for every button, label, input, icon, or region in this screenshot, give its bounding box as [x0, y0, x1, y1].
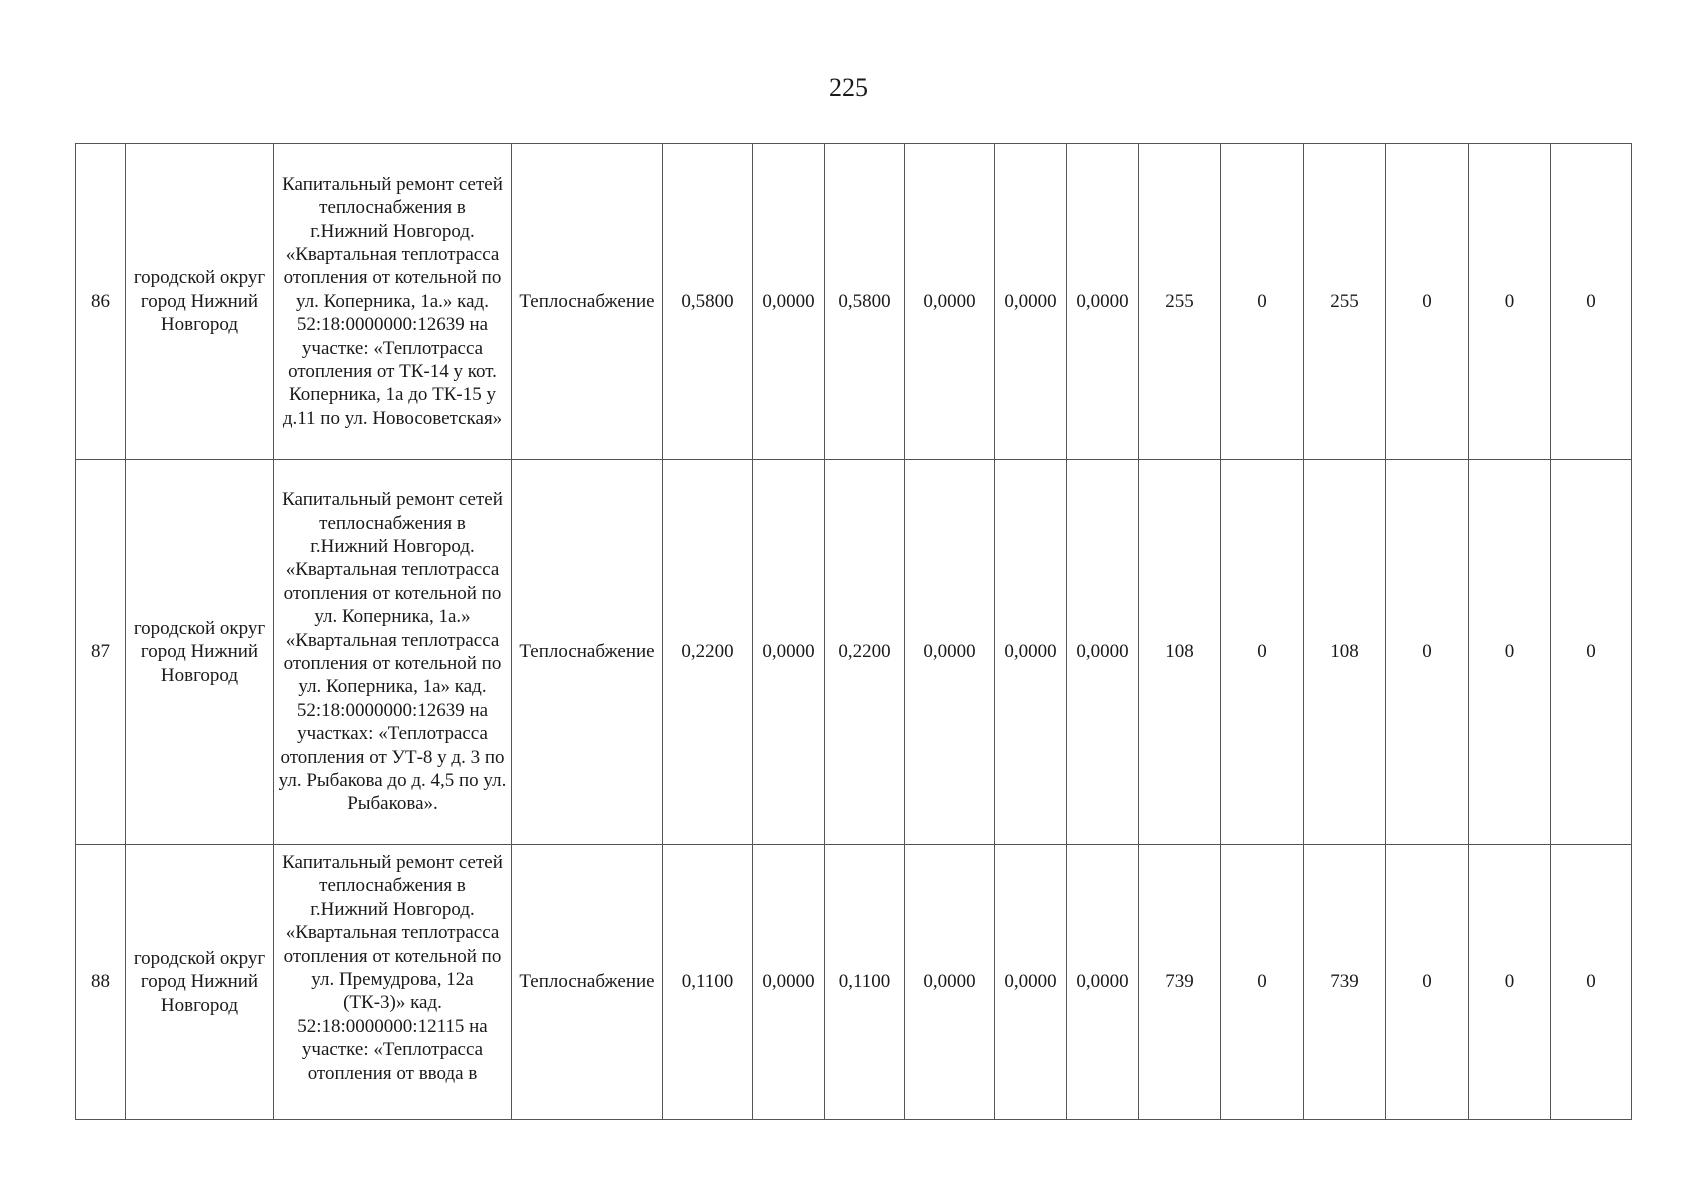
sector-cell: Теплоснабжение [512, 460, 663, 845]
value-cell: 0 [1551, 144, 1632, 460]
value-cell: 0 [1469, 460, 1551, 845]
value-cell: 0,5800 [663, 144, 753, 460]
value-cell: 0,2200 [663, 460, 753, 845]
page-number: 225 [829, 73, 868, 102]
sector-cell: Теплоснабжение [512, 144, 663, 460]
row-number-cell: 88 [76, 845, 126, 1120]
value-cell: 0 [1469, 144, 1551, 460]
value-cell: 0,0000 [753, 845, 825, 1120]
value-cell: 108 [1304, 460, 1386, 845]
value-cell: 255 [1139, 144, 1221, 460]
value-cell: 255 [1304, 144, 1386, 460]
municipality-cell: городской округ город Нижний Новгород [126, 460, 274, 845]
value-cell: 0 [1469, 845, 1551, 1120]
value-cell: 0,5800 [825, 144, 905, 460]
value-cell: 0,0000 [905, 845, 995, 1120]
value-cell: 0,0000 [1067, 845, 1139, 1120]
value-cell: 739 [1304, 845, 1386, 1120]
value-cell: 0,1100 [663, 845, 753, 1120]
municipality-cell: городской округ город Нижний Новгород [126, 144, 274, 460]
sector-cell: Теплоснабжение [512, 845, 663, 1120]
value-cell: 0 [1551, 845, 1632, 1120]
value-cell: 0 [1551, 460, 1632, 845]
value-cell: 0,0000 [753, 144, 825, 460]
value-cell: 0,0000 [753, 460, 825, 845]
value-cell: 0 [1386, 460, 1469, 845]
table-row [76, 845, 1632, 1120]
value-cell: 0,0000 [995, 144, 1067, 460]
value-cell: 0,2200 [825, 460, 905, 845]
value-cell: 0 [1386, 144, 1469, 460]
value-cell: 0,0000 [905, 144, 995, 460]
value-cell: 108 [1139, 460, 1221, 845]
value-cell: 0,0000 [1067, 144, 1139, 460]
value-cell: 0,0000 [995, 845, 1067, 1120]
value-cell: 0 [1221, 460, 1304, 845]
row-number-cell: 87 [76, 460, 126, 845]
value-cell: 0 [1221, 845, 1304, 1120]
table-row [76, 144, 1632, 460]
value-cell: 0,0000 [1067, 460, 1139, 845]
value-cell: 0 [1221, 144, 1304, 460]
municipality-cell: городской округ город Нижний Новгород [126, 845, 274, 1120]
value-cell: 0 [1386, 845, 1469, 1120]
row-number-cell: 86 [76, 144, 126, 460]
value-cell: 0,1100 [825, 845, 905, 1120]
value-cell: 0,0000 [995, 460, 1067, 845]
table-row [76, 460, 1632, 845]
description-cell: Капитальный ремонт сетей теплоснабжения в г.Нижний Новгород. «Квартальная теплотрасса отопления от котельной по ул. Коперника, 1а.» «Квартальная теплотрасса отопления от котельной по ул. Коперника, 1а» кад. 52:18:0000000:12639 на участках: «Теплотрасса отопления от УТ-8 у д. 3 по ул. Рыбакова до д. 4,5 по ул. Рыбакова». [274, 460, 512, 845]
value-cell: 0,0000 [905, 460, 995, 845]
works-table [75, 143, 1632, 1120]
value-cell: 739 [1139, 845, 1221, 1120]
description-text: Капитальный ремонт сетей теплоснабжения в г.Нижний Новгород. «Квартальная теплотрасса отопления от котельной по ул. Премудрова, 12а (ТК-3)» кад. 52:18:0000000:12115 на участке: «Теплотрасса отопления от ввода в [282, 852, 503, 1084]
description-cell [274, 845, 512, 1120]
description-cell: Капитальный ремонт сетей теплоснабжения в г.Нижний Новгород. «Квартальная теплотрасса отопления от котельной по ул. Коперника, 1а.» кад. 52:18:0000000:12639 на участке: «Теплотрасса отопления от ТК-14 у кот. Коперника, 1а до ТК-15 у д.11 по ул. Новосоветская» [274, 144, 512, 460]
